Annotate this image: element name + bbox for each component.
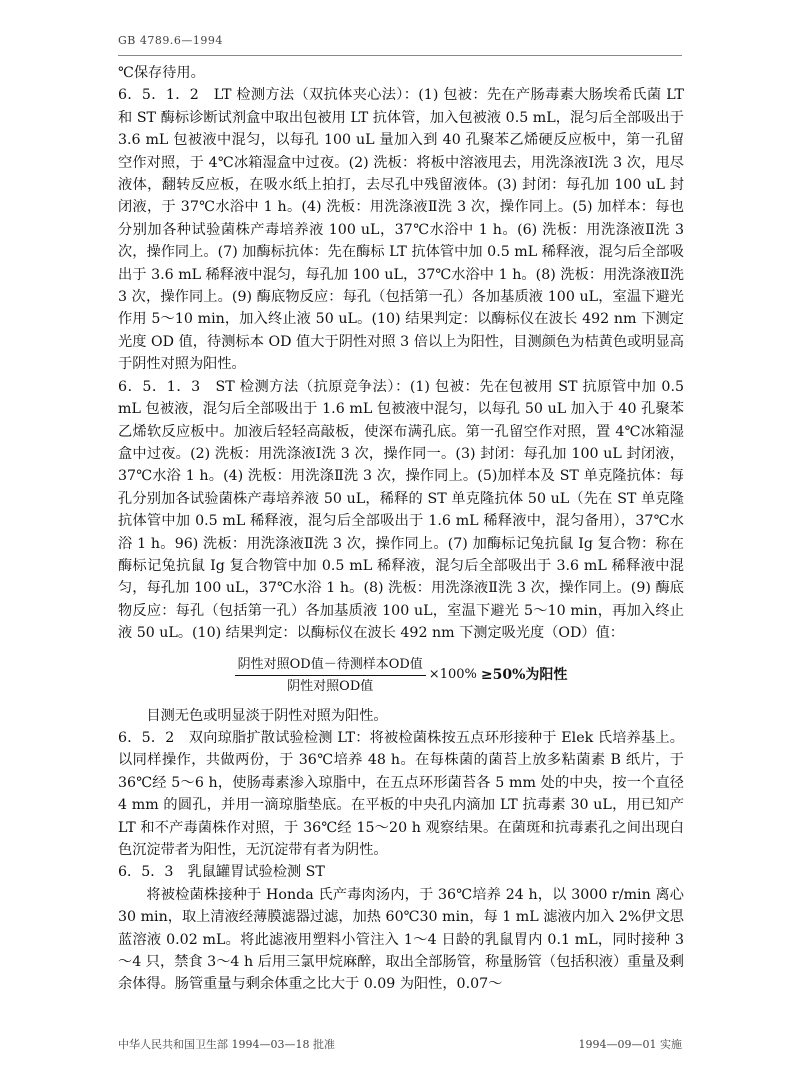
formula-result: ≥50%为阳性 bbox=[480, 667, 568, 684]
document-body bbox=[118, 62, 684, 996]
footer-approval: 中华人民共和国卫生部 1994—03—18 批准 bbox=[118, 1038, 335, 1051]
paragraph-lt-method: 6．5．1．2 LT 检测方法（双抗体夹心法）：(1) 包被：先在产肠毒素大肠埃希氏菌 LT 和 ST 酶标诊断试剂盒中取出包被用 LT 抗体管，加入包被液 0.5 mL，混匀后全部吸出于 3.6 mL 包被液中混匀，以每孔 100 uL 量加入到 40 孔聚苯乙烯硬反应板中，第一孔留空作对照，于 4℃冰箱湿盒中过夜。(2) 洗板：将板中溶液甩去，用洗涤液Ⅰ洗 3 次，甩尽液体，翻转反应板，在吸水纸上拍打，去尽孔中残留液体。(3) 封闭：每孔加 100 uL 封闭液，于 37℃水浴中 1 h。(4) 洗板：用洗涤液Ⅱ洗 3 次，操作同上。(5) 加样本：每也分别加各种试验菌株产毒培养液 100 uL，37℃水浴中 1 h。(6) 洗板：用洗涤液Ⅱ洗 3 次，操作同上。(7) 加酶标抗体：先在酶标 LT 抗体管中加 0.5 mL 稀释液，混匀后全部吸出于 3.6 mL 稀释液中混匀，每孔加 100 uL，37℃水浴中 1 h。(8) 洗板：用洗涤液Ⅱ洗 3 次，操作同上。(9) 酶底物反应：每孔（包括第一孔）各加基质液 100 uL，室温下避光作用 5～10 min，加入终止液 50 uL。(10) 结果判定：以酶标仪在波长 492 nm 下测定光度 OD 值，待测标本 OD 值大于阴性对照 3 倍以上为阳性，目测颜色为桔黄色或明显高于阴性对照为阳性。 bbox=[118, 87, 684, 373]
paragraph-suckling-mouse: 将被检菌株接种于 Honda 氏产毒肉汤内，于 36℃培养 24 h，以 3000 r/min 离心 30 min，取上清液经薄膜滤器过滤，加热 60℃30 min，每 1 mL 滤液内加入 2%伊文思蓝溶液 0.02 mL。将此滤液用塑料小管注入 1～4 日龄的乳鼠胃内 0.1 mL，同时接种 3～4 只，禁食 3～4 h 后用三氯甲烷麻醉，取出全部肠管，称量肠管（包括积液）重量及剩余体得。肠管重量与剩余体重之比大于 0.09 为阳性，0.07～ bbox=[118, 886, 684, 993]
paragraph-st-method: 6．5．1．3 ST 检测方法（抗原竞争法）：(1) 包被：先在包被用 ST 抗原管中加 0.5 mL 包被液，混匀后全部吸出于 1.6 mL 包被液中混匀，以每孔 50 uL 加入于 40 孔聚苯乙烯软反应板中。加液后轻轻高敲板，使深布满孔底。第一孔留空作对照，置 4℃冰箱湿盒中过夜。(2) 洗板：用洗涤液Ⅰ洗 3 次，操作同一。(3) 封闭：每孔加 100 uL 封闭液，37℃水浴 1 h。(4) 洗板：用洗涤Ⅱ洗 3 次，操作同上。(5)加样本及 ST 单克隆抗体：每孔分别加各试验菌株产毒培养液 50 uL，稀释的 ST 单克隆抗体 50 uL（先在 ST 单克隆抗体管中加 0.5 mL 稀释液，混匀后全部吸出于 1.6 mL 稀释液中，混匀备用），37℃水浴 1 h。96) 洗板：用洗涤液Ⅱ洗 3 次，操作同上。(7) 加酶标记兔抗鼠 Ig 复合物：称在酶标记兔抗鼠 Ig 复合物管中加 0.5 mL 稀释液，混匀后全部吸出于 3.6 mL 稀释液中混匀，每孔加 100 uL，37℃水浴 1 h。(8) 洗板：用洗涤液Ⅱ洗 3 次，操作同上。(9) 酶底物反应：每孔（包括第一孔）各加基质液 100 uL，室温下避光 5～10 min，再加入终止液 50 uL。(10) 结果判定：以酶标仪在波长 492 nm 下测定吸光度（OD）值： bbox=[118, 378, 684, 642]
header-divider bbox=[118, 55, 682, 56]
formula-multiplier: ×100% bbox=[428, 667, 477, 683]
standard-number: GB 4789.6—1994 bbox=[118, 34, 223, 47]
paragraph-continuation: ℃保存待用。 bbox=[118, 65, 205, 81]
formula-fraction bbox=[235, 656, 426, 695]
formula bbox=[118, 649, 684, 703]
formula-denominator: 阴性对照OD值 bbox=[287, 679, 374, 695]
footer-implementation: 1994—09—01 实施 bbox=[578, 1038, 682, 1051]
section-heading-suckling-mouse: 6．5．3 乳鼠罐胃试验检测 ST bbox=[118, 864, 325, 881]
formula-numerator: 阴性对照OD值－待测样本OD值 bbox=[235, 656, 426, 676]
paragraph-visual-judgement: 目测无色或明显淡于阴性对照为阳性。 bbox=[146, 707, 388, 724]
paragraph-agar-diffusion: 6．5．2 双向琼脂扩散试验检测 LT：将被检菌株按五点环形接种于 Elek 氏培养基上。以同样操作，共做两份，于 36℃培养 48 h。在每株菌的菌苔上放多粘菌素 B 纸片，于 36℃经 5～6 h，使肠毒素渗入琼脂中，在五点环形菌苔各 5 mm 处的中央，按一个直径 4 mm 的圆孔，并用一滴琼脂垫底。在平板的中央孔内滴加 LT 抗毒素 30 uL，用已知产 LT 和不产毒菌株作对照，于 36℃经 15～20 h 观察结果。在菌斑和抗毒素孔之间出现白色沉淀带者为阳性，无沉淀带有者为阴性。 bbox=[118, 729, 684, 858]
